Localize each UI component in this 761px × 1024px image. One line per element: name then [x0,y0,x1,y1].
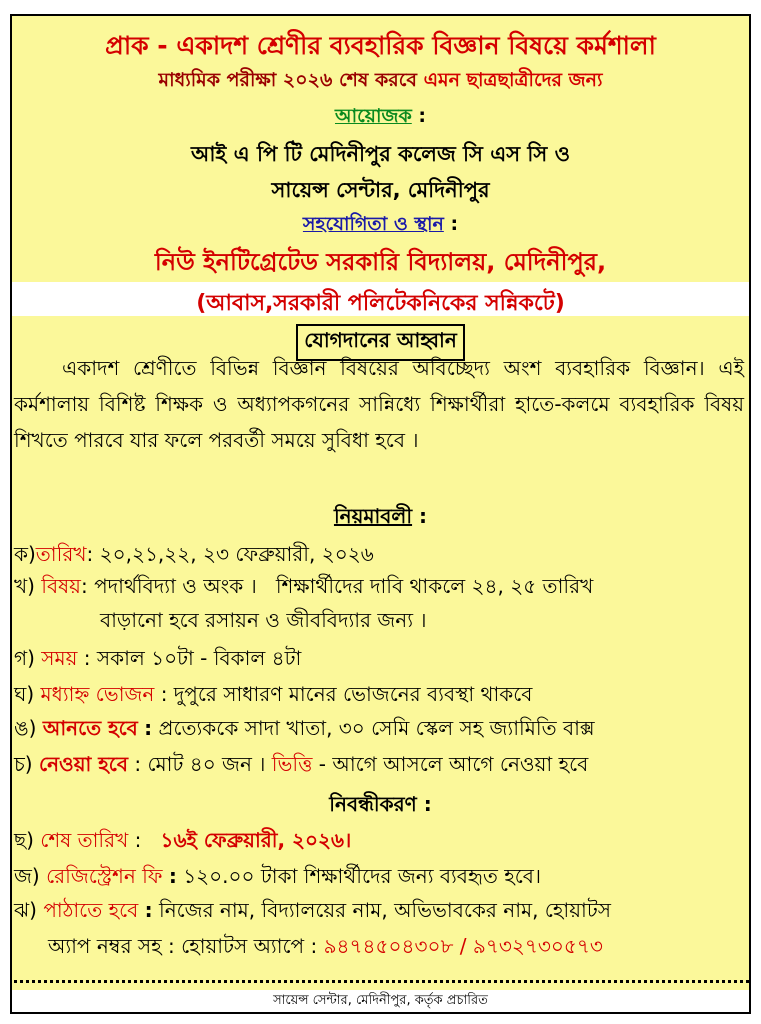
reg-text: ১২০.০০ টাকা শিক্ষার্থীদের জন্য ব্যবহৃত হবে। [183,864,542,888]
rule-label-basis: ভিত্তি [271,752,313,776]
registration-heading: নিবন্ধীকরণ : [329,792,432,816]
rule-extra: শিক্ষার্থীদের দাবি থাকলে ২৪, ২৫ তারিখ [275,574,594,598]
rule-label: সময় [41,646,78,670]
reg-marker: জ) [14,864,40,888]
reg-text: ১৬ই ফেব্রুয়ারী, ২০২৬। [160,828,352,852]
rule-marker: ঙ) [14,716,37,740]
reg-send [14,896,749,929]
rule-label: তারিখ [35,542,87,566]
rule-text-basis: - আগে আসলে আগে নেওয়া হবে [318,752,589,776]
rule-label: মধ্যাহ্ন ভোজন [40,682,155,706]
rule-sep: : [83,646,91,670]
rule-sep: : [134,752,142,776]
rule-marker: চ) [14,752,33,776]
poster-subtitle [12,66,749,98]
organiser-line-1: আই এ পি টি মেদিনীপুর কলেজ সি এস সি ও [190,142,571,166]
reg-marker: ঝ) [14,898,37,922]
rule-lunch [14,680,749,713]
venue-heading: সহযোগিতা ও স্থান : [302,213,459,235]
organiser-line-2: সায়েন্স সেন্টার, মেদিনীপুর [271,178,490,202]
rule-time [14,644,749,677]
rule-sep: : [144,716,153,740]
rule-text: প্রত্যেককে সাদা খাতা, ৩০ সেমি স্কেল সহ জ্যামিতি বাক্স [158,716,595,740]
reg-send-cont [48,932,748,965]
whatsapp-numbers: ৯৪৭৪৫০৪৩০৮ / ৯৭৩২৭৩০৫৭৩ [323,934,603,958]
reg-last-date [14,826,749,859]
venue-line-1: নিউ ইনটিগ্রেটেড সরকারি বিদ্যালয়, মেদিনীপুর, [154,248,607,276]
rule-sep: : [80,574,88,598]
venue-line-2: (আবাস,সরকারী পলিটেকনিকের সন্নিকটে) [196,291,565,316]
organiser-heading: আয়োজক : [334,105,426,127]
footer-credit: সায়েন্স সেন্টার, মেদিনীপুর, কর্তৃক প্রচারিত [12,990,749,1012]
rule-marker: খ) [14,574,35,598]
reg-fee [14,862,749,895]
reg-marker: ছ) [14,828,34,852]
venue-label: সহযোগিতা ও স্থান [302,213,444,235]
subtitle-part-a: মাধ্যমিক পরীক্ষা ২০২৬ শেষ করবে [158,69,417,91]
organiser-label: আয়োজক [334,105,412,127]
reg-sep: : [134,828,142,852]
subtitle-part-b: এমন ছাত্রছাত্রীদের জন্য [423,69,603,91]
rule-label: নেওয়া হবে [38,752,128,776]
rule-text: পদার্থবিদ্যা ও অংক । [94,574,257,598]
rule-label: বিষয় [41,574,81,598]
rule-marker: ঘ) [14,682,35,706]
invite-body: একাদশ শ্রেণীতে বিভিন্ন বিজ্ঞান বিষয়ের অবিচ্ছেদ্য অংশ ব্যবহারিক বিজ্ঞান। এই কর্মশালায় বিশিষ্ট শিক্ষক ও অধ্যাপকগনের সান্নিধ্যে শিক্ষার্থীরা হাতে-কলমে ব্যবহারিক বিষয় শিখতে পারবে যার ফলে পরবর্তী সময়ে সুবিধা হবে । [14,356,744,452]
reg-sep: : [168,864,177,888]
rule-text: দুপুরে সাধারণ মানের ভোজনের ব্যবস্থা থাকবে [173,682,533,706]
rule-sep: : [160,682,168,706]
rule-intake [14,750,749,783]
registration-heading-label: নিবন্ধীকরণ [329,792,417,816]
reg-sep: : [144,898,153,922]
rule-subject-cont: বাড়ানো হবে রসায়ন ও জীববিদ্যার জন্য । [100,608,427,632]
rule-text: সকাল ১০টা - বিকাল ৪টা [96,646,302,670]
rule-marker: গ) [14,646,35,670]
footer-divider [14,980,749,983]
rule-date [14,540,749,573]
invite-heading: যোগদানের আহ্বান [296,324,465,361]
rules-heading-wrap: নিয়মাবলী : [333,504,428,528]
rule-subject [14,572,749,605]
reg-label: শেষ তারিখ [40,828,129,852]
reg-text: নিজের নাম, বিদ্যালয়ের নাম, অভিভাবকের নাম, হোয়াটস [158,898,611,922]
reg-label: রেজিস্ট্রেশন ফি [46,864,163,888]
rule-text: ২০,২১,২২, ২৩ ফেব্রুয়ারী, ২০২৬ [99,542,374,566]
reg-cont: অ্যাপ নম্বর সহ : হোয়াটস অ্যাপে : [48,934,318,958]
reg-label: পাঠাতে হবে [43,898,139,922]
rule-marker: ক) [14,542,36,566]
rule-sep: : [86,542,94,566]
rule-label: আনতে হবে [42,716,138,740]
rules-heading: নিয়মাবলী [333,504,413,528]
rule-text: মোট ৪০ জন । [147,752,266,776]
rule-bring [14,714,749,747]
poster-title: প্রাক - একাদশ শ্রেণীর ব্যবহারিক বিজ্ঞান বিষয়ে কর্মশালা [105,31,656,60]
